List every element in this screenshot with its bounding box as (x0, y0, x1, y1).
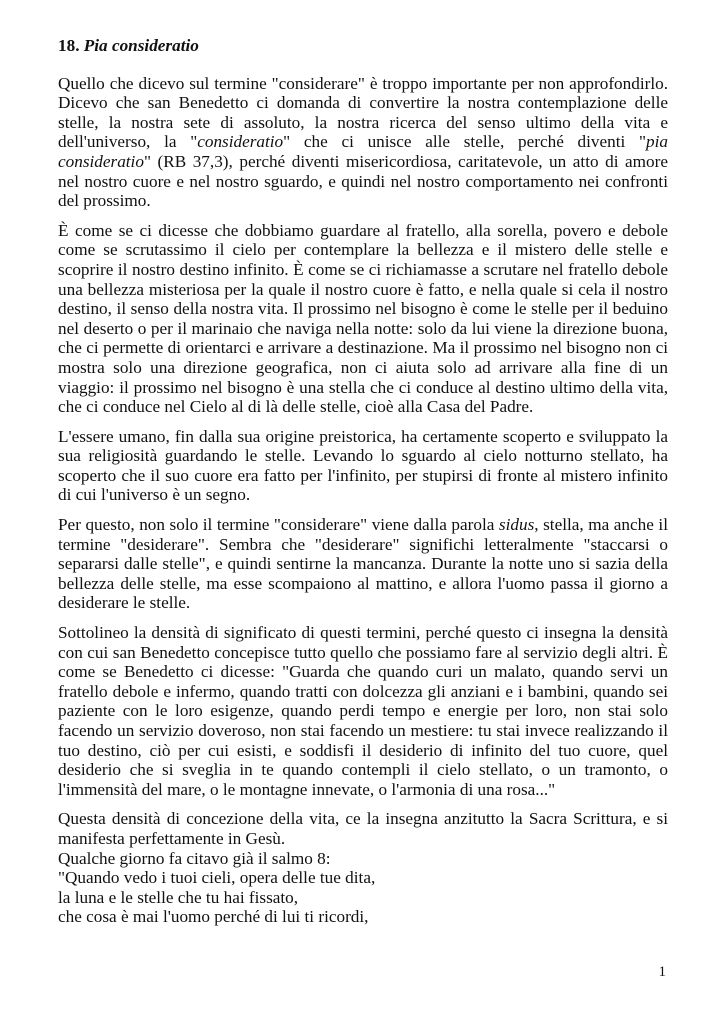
italic-term: sidus (498, 515, 535, 535)
text-run: Sottolineo la densità di significato di questi termini, perché questo ci insegna la densità con cui san Benedetto concepisce tutto quello che possiamo fare al servizio degli altri. È come se Benedetto ci dicesse: "Guarda che quando curi un malato, quando servi un fratello debole e infermo, quando tratti con dolcezza gli anziani e i bambini, quando sei paziente con le loro esigenze, quando perdi tempo e energie per loro, non stai solo facendo un servizio doveroso, non stai facendo un mestiere: tu stai invece realizzando il tuo destino, ciò per cui esisti, e soddisfi il desiderio di infinito del tuo cuore, quel desiderio che si sveglia in te quando contempli il cielo stellato, o un tramonto, o l'immensità del mare, o le montagne innevate, o l'armonia di una rosa..." (58, 623, 668, 799)
psalm-quote (58, 849, 668, 927)
body-paragraphs (58, 74, 668, 800)
text-run: Quello che dicevo sul termine "considerare" è troppo importante per non approfondirlo. Dicevo che san Benedetto ci domanda di convertire la nostra contemplazione delle stelle, la nostra sete di assoluto, la nostra ricerca del senso ultimo della vita e dell'universo, la " (58, 73, 668, 152)
body-paragraph (58, 623, 668, 799)
closing-paragraph: Questa densità di concezione della vita, ce la insegna anzitutto la Sacra Scrittura, e si manifesta perfettamente in Gesù. (58, 809, 668, 848)
text-run: " (RB 37,3), perché diventi misericordiosa, caritatevole, un atto di amore nel nostro cuore e nel nostro sguardo, e quindi nel nostro comportamento nei confronti del prossimo. (58, 151, 668, 211)
italic-term: pia consideratio (58, 132, 668, 171)
text-run: L'essere umano, fin dalla sua origine preistorica, ha certamente scoperto e sviluppato la sua religiosità guardando le stelle. Levando lo sguardo al cielo notturno stellato, ha scoperto che il suo cuore era fatto per l'infinito, per stupirsi di fronte al mistero infinito di cui l'universo è un segno. (58, 426, 668, 505)
text-run: " che ci unisce alle stelle, perché diventi " (283, 132, 647, 152)
quote-line: la luna e le stelle che tu hai fissato, (58, 887, 299, 907)
section-number: 18. (58, 36, 80, 55)
body-paragraph (58, 427, 668, 505)
body-paragraph (58, 515, 668, 613)
body-paragraph (58, 221, 668, 417)
text-run: Per questo, non solo il termine "considerare" viene dalla parola (58, 515, 499, 535)
body-paragraph (58, 74, 668, 211)
quote-line: che cosa è mai l'uomo perché di lui ti ricordi, (58, 907, 369, 927)
italic-term: consideratio (197, 132, 284, 152)
text-run: , stella, ma anche il termine "desiderare". Sembra che "desiderare" significhi letteralmente "staccarsi o separarsi dalle stelle", e quindi sentirne la mancanza. Durante la notte uno si sazia della bellezza delle stelle, ma esse scompaiono al mattino, e allora l'uomo passa il giorno a desiderare le stelle. (58, 515, 668, 613)
section-heading (58, 36, 668, 56)
quote-line: Qualche giorno fa citavo già il salmo 8: (58, 848, 331, 868)
quote-line: "Quando vedo i tuoi cieli, opera delle tue dita, (58, 868, 376, 888)
section-title: Pia consideratio (83, 36, 199, 55)
page-number: 1 (658, 964, 666, 980)
text-run: È come se ci dicesse che dobbiamo guardare al fratello, alla sorella, povero e debole come se scrutassimo il cielo per contemplare la bellezza e il mistero delle stelle e scoprire il nostro destino infinito. È come se ci richiamasse a scrutare nel fratello debole una bellezza misteriosa per la quale il nostro cuore è fatto, e nella quale si cela il nostro destino, il senso della nostra vita. Il prossimo nel bisogno è come le stelle per il beduino nel deserto o per il marinaio che naviga nella notte: solo da lui viene la direzione buona, che ci permette di orientarci e arrivare a destinazione. Ma il prossimo nel bisogno non ci mostra solo una direzione geografica, non ci aiuta solo ad arrivare alla fine di un viaggio: il prossimo nel bisogno è una stella che ci conduce al destino ultimo della vita, che ci conduce nel Cielo al di là delle stelle, cioè alla Casa del Padre. (58, 220, 668, 417)
document-page (58, 36, 668, 927)
